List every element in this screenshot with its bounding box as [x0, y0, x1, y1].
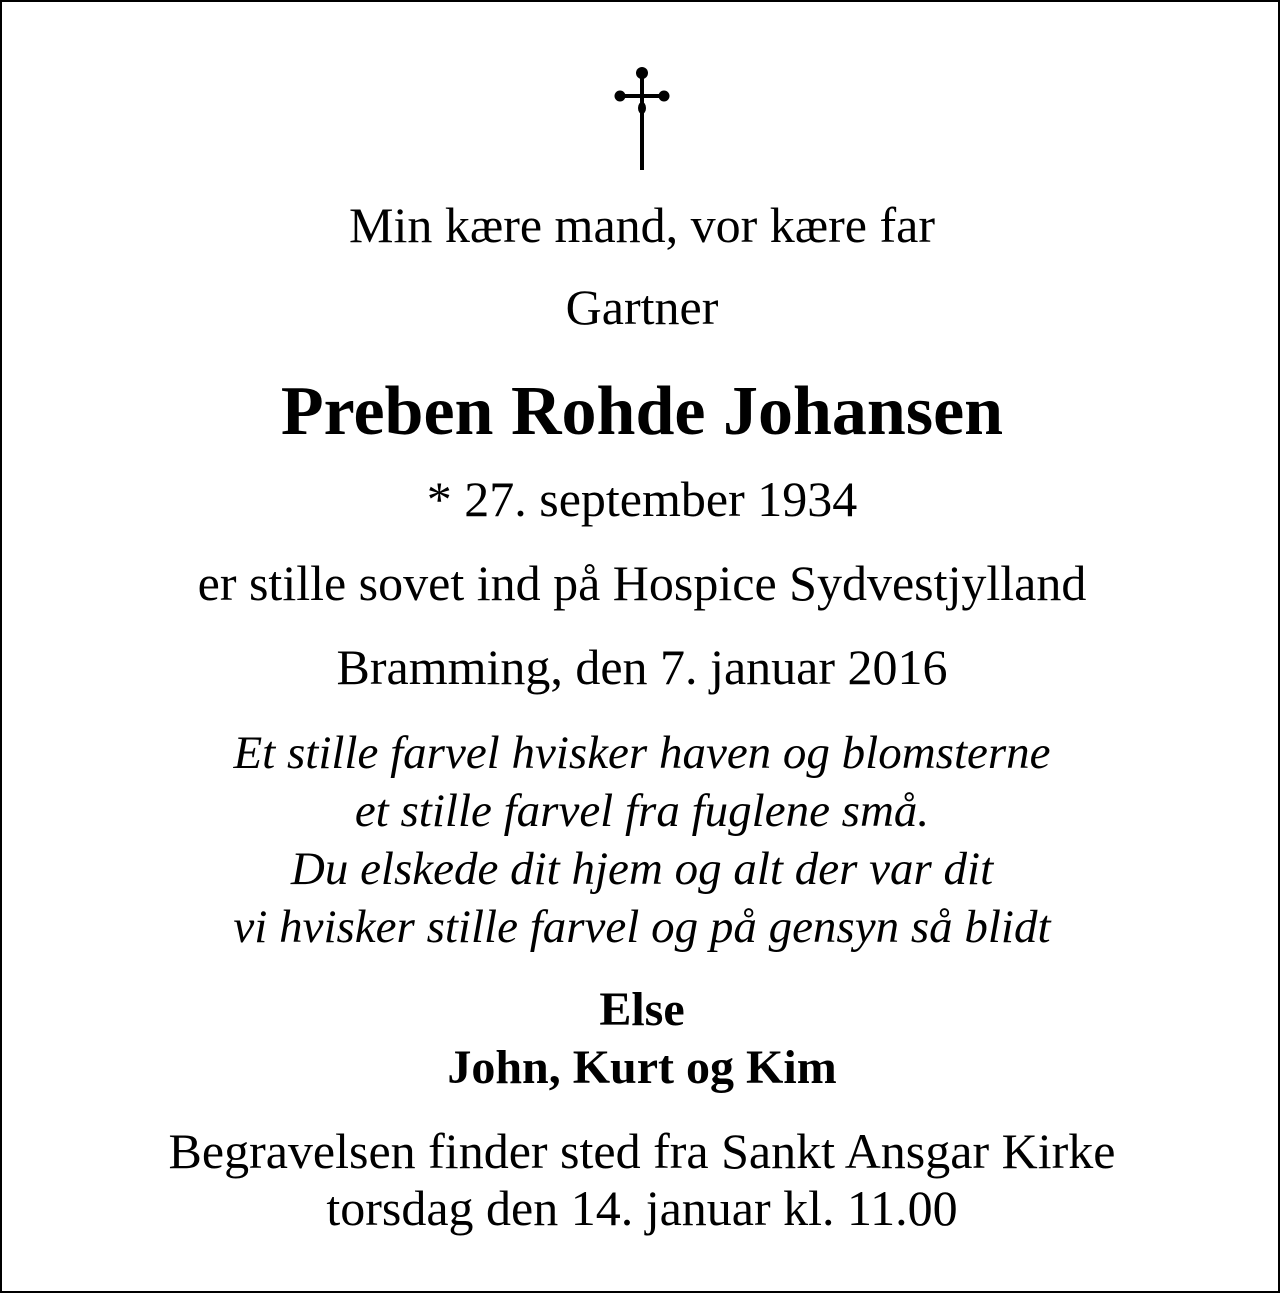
family-member: Else	[599, 983, 685, 1036]
poem-line: Du elskede dit hjem og alt der var dit	[290, 843, 994, 895]
funeral-line: Begravelsen finder sted fra Sankt Ansgar Kirke	[168, 1123, 1116, 1179]
poem	[2, 724, 1280, 956]
family-signature	[2, 981, 1280, 1097]
death-place: er stille sovet ind på Hospice Sydvestjylland	[197, 555, 1087, 611]
poem-line: Et stille farvel hvisker haven og blomsterne	[233, 727, 1051, 779]
poem-line: vi hvisker stille farvel og på gensyn så blidt	[233, 901, 1051, 953]
poem-line: et stille farvel fra fuglene små.	[354, 785, 930, 837]
intro-line: Min kære mand, vor kære far	[349, 197, 935, 253]
funeral-notice	[2, 1123, 1280, 1237]
deceased-name: Preben Rohde Johansen	[280, 373, 1004, 450]
family-member: John, Kurt og Kim	[447, 1041, 837, 1094]
occupation-title: Gartner	[565, 279, 719, 335]
death-date: Bramming, den 7. januar 2016	[336, 639, 948, 695]
birth-date: * 27. september 1934	[426, 471, 858, 527]
funeral-line: torsdag den 14. januar kl. 11.00	[326, 1180, 958, 1236]
cross-icon	[612, 64, 672, 172]
